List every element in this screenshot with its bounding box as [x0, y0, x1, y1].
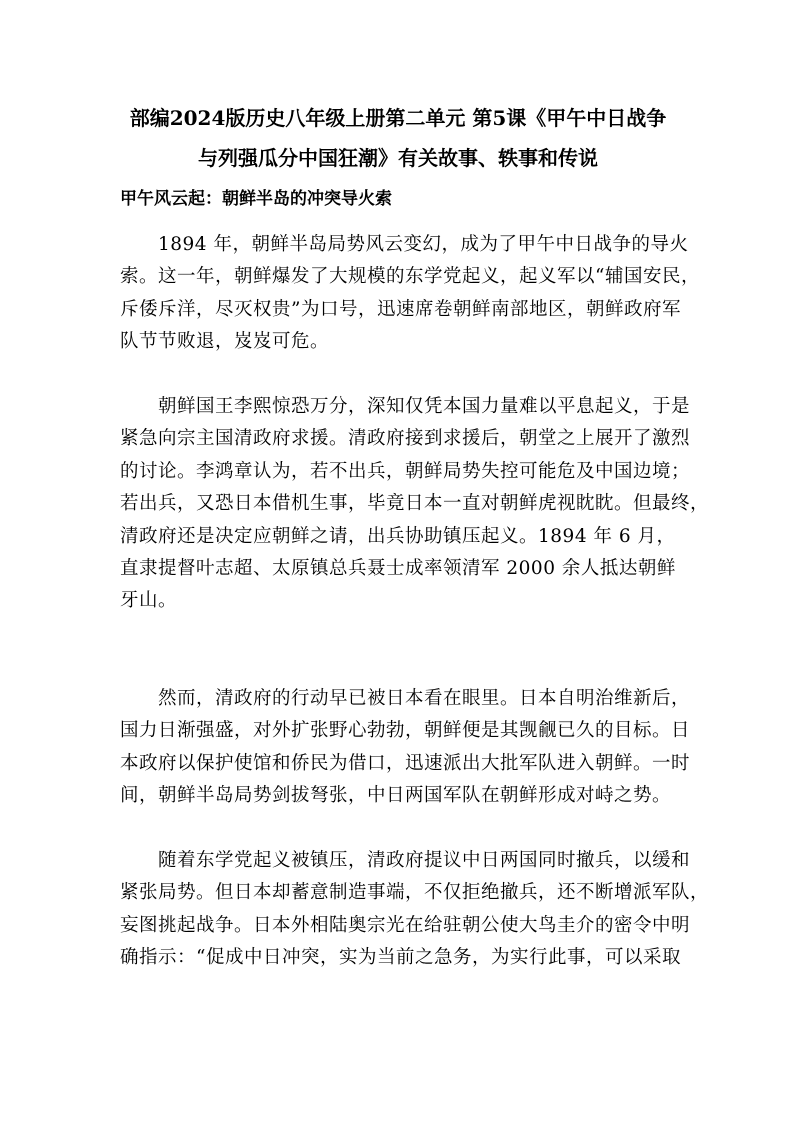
paragraph-line: 牙山。	[120, 590, 178, 612]
paragraph-line: 若出兵，又恐日本借机生事，毕竟日本一直对朝鲜虎视眈眈。但最终，	[120, 493, 710, 515]
paragraph-4	[120, 845, 710, 975]
paragraph-1	[120, 229, 700, 359]
paragraph-line: 随着东学党起义被镇压，清政府提议中日两国同时撤兵，以缓和	[158, 850, 691, 871]
paragraph-line: 队节节败退，岌岌可危。	[120, 331, 330, 353]
paragraph-line: 确指示：“促成中日冲突，实为当前之急务，为实行此事，可以采取	[120, 947, 681, 969]
paragraph-line: 本政府以保护使馆和侨民为借口，迅速派出大批军队进入朝鲜。一时	[120, 752, 691, 774]
paragraph-line: 间，朝鲜半岛局势剑拔弩张，中日两国军队在朝鲜形成对峙之势。	[120, 785, 672, 807]
paragraph-line: 朝鲜国王李熙惊恐万分，深知仅凭本国力量难以平息起义，于是	[158, 396, 691, 417]
paragraph-line: 清政府还是决定应朝鲜之请，出兵协助镇压起义。1894 年 6 月，	[120, 525, 676, 547]
paragraph-line: 然而，清政府的行动早已被日本看在眼里。日本自明治维新后，	[158, 688, 691, 709]
paragraph-line: 紧张局势。但日本却蓄意制造事端，不仅拒绝撤兵，还不断增派军队，	[120, 882, 710, 904]
paragraph-line: 1894 年，朝鲜半岛局势风云变幻，成为了甲午中日战争的导火	[158, 234, 689, 255]
paragraph-line: 妄图挑起战争。日本外相陆奥宗光在给驻朝公使大鸟圭介的密令中明	[120, 914, 691, 936]
title-line-1: 部编2024版历史八年级上册第二单元 第5课《甲午中日战争	[129, 106, 667, 130]
section-heading: 甲午风云起：朝鲜半岛的冲突导火索	[120, 189, 392, 209]
paragraph-line: 紧急向宗主国清政府求援。清政府接到求援后，朝堂之上展开了激烈	[120, 428, 691, 450]
paragraph-line: 的讨论。李鸿章认为，若不出兵，朝鲜局势失控可能危及中国边境；	[120, 460, 691, 482]
paragraph-line: 国力日渐强盛，对外扩张野心勃勃，朝鲜便是其觊觎已久的目标。日	[120, 720, 691, 742]
paragraph-2	[120, 391, 710, 618]
title-line-2: 与列强瓜分中国狂潮》有关故事、轶事和传说	[198, 146, 598, 170]
paragraph-line: 直隶提督叶志超、太原镇总兵聂士成率领清军 2000 余人抵达朝鲜	[120, 557, 676, 579]
paragraph-line: 索。这一年，朝鲜爆发了大规模的东学党起义，起义军以“辅国安民，	[120, 266, 700, 288]
paragraph-3	[120, 683, 691, 813]
paragraph-line: 斥倭斥洋，尽灭权贵”为口号，迅速席卷朝鲜南部地区，朝鲜政府军	[120, 298, 681, 320]
document-title	[98, 98, 698, 178]
